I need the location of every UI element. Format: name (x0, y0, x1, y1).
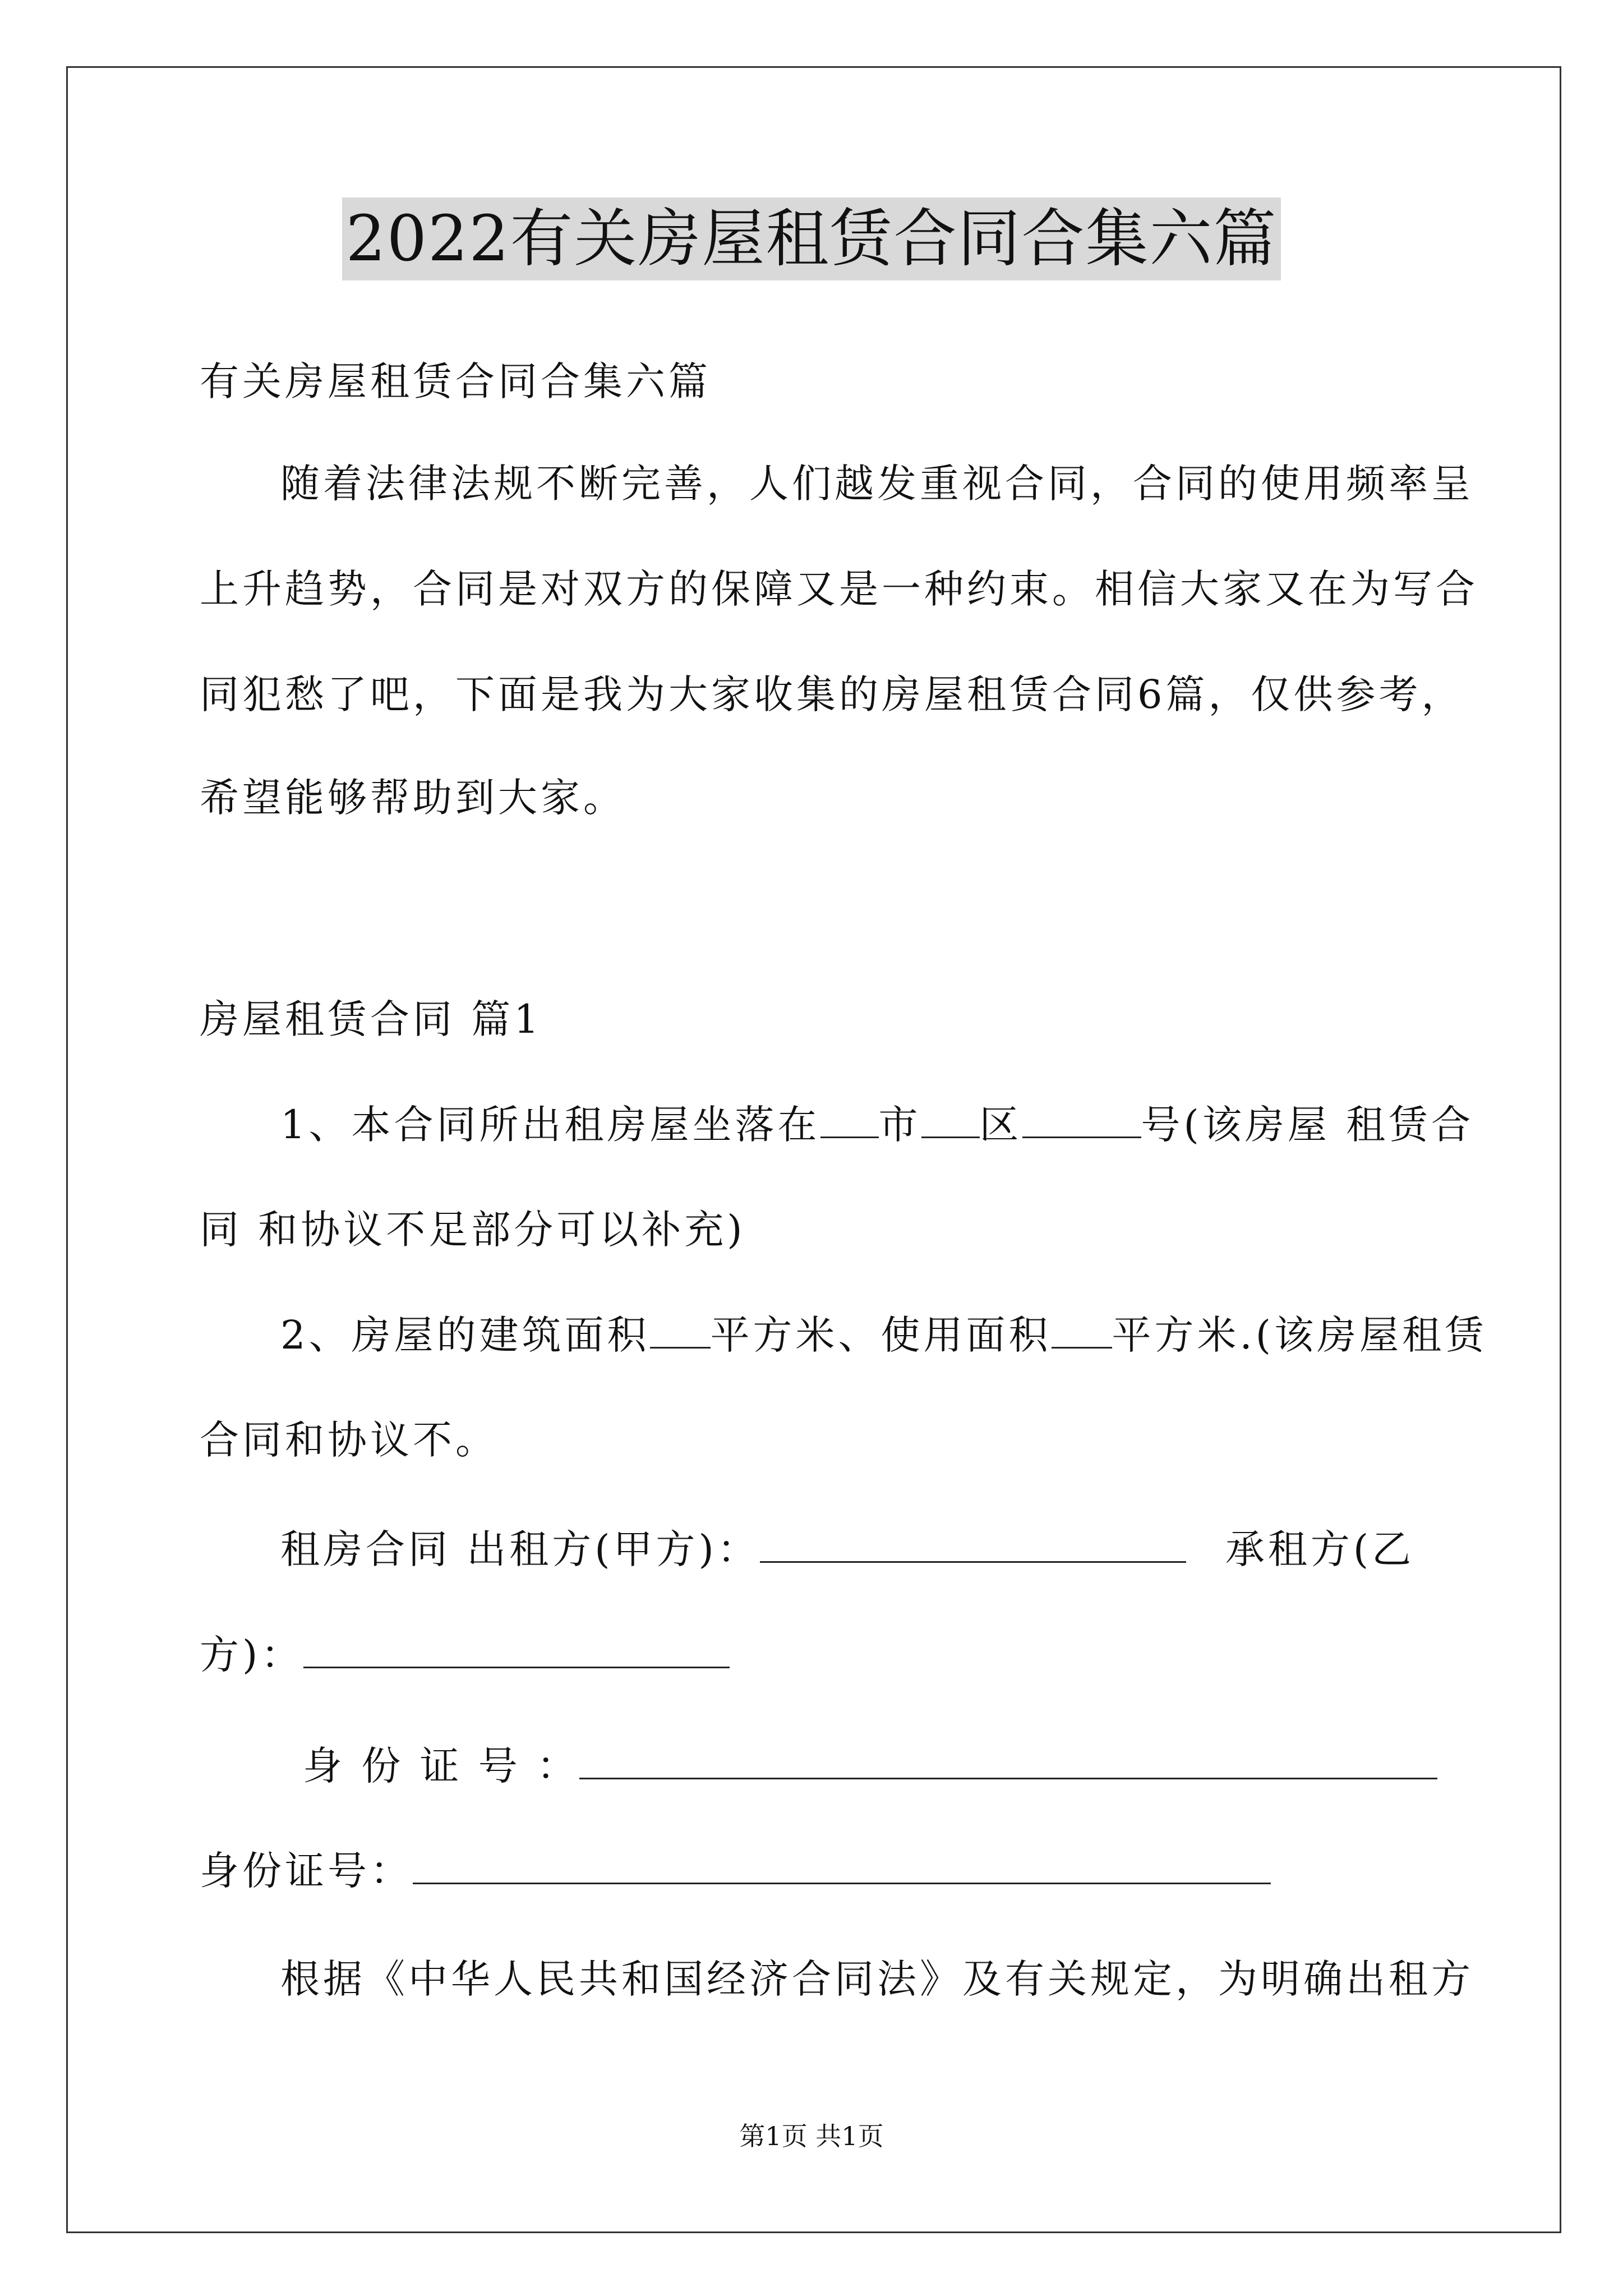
parties-line-1 (280, 1521, 1428, 1577)
clause-1-line-2: 同 和协议不足部分可以补充) (200, 1207, 746, 1253)
section-heading: 房屋租赁合同 篇1 (200, 996, 542, 1042)
parties-text-a: 租房合同 出租方(甲方)： (280, 1526, 760, 1572)
intro-line-3: 同犯愁了吧，下面是我为大家收集的房屋租赁合同6篇，仅供参考， (200, 671, 1464, 717)
clause-1-text-d: 号(该房屋 租赁合 (1141, 1102, 1474, 1148)
lessee-id-blank[interactable] (413, 1848, 1271, 1884)
clause-2-text-c: 平方米.(该房屋租赁 (1112, 1312, 1488, 1358)
clause-2-line-1 (280, 1307, 1488, 1363)
intro-line-2: 上升趋势，合同是对双方的保障又是一种约束。相信大家又在为写合 (200, 566, 1478, 612)
id-label-2: 身份证号： (200, 1848, 413, 1894)
id-line-1 (303, 1738, 1428, 1794)
clause-1-text-b: 市 (878, 1102, 921, 1148)
basis-line: 根据《中华人民共和国经济合同法》及有关规定，为明确出租方 (280, 1956, 1474, 2002)
intro-line-4: 希望能够帮助到大家。 (200, 775, 626, 821)
title-container (0, 197, 1623, 280)
document-subtitle: 有关房屋租赁合同合集六篇 (200, 358, 711, 404)
clause-1-text-a: 1、本合同所出租房屋坐落在 (280, 1102, 820, 1148)
parties-text-b: 承租方(乙 (1225, 1526, 1415, 1572)
building-area-blank[interactable] (650, 1312, 711, 1349)
number-blank[interactable] (1022, 1102, 1141, 1138)
id-line-2 (200, 1843, 1428, 1899)
lessor-name-blank[interactable] (760, 1526, 1186, 1563)
clause-2-text-a: 2、房屋的建筑面积 (280, 1312, 650, 1358)
clause-2-line-2: 合同和协议不。 (200, 1417, 498, 1463)
lessor-id-blank[interactable] (579, 1743, 1437, 1779)
lessee-name-blank[interactable] (303, 1632, 730, 1668)
page-footer: 第1页 共1页 (739, 2121, 884, 2151)
parties-line-2 (200, 1627, 1428, 1683)
clause-1-line-1 (280, 1097, 1474, 1153)
city-blank[interactable] (820, 1102, 879, 1138)
district-blank[interactable] (921, 1102, 980, 1138)
usable-area-blank[interactable] (1052, 1312, 1112, 1349)
id-label-1: 身 份 证 号 ： (303, 1743, 580, 1789)
clause-1-text-c: 区 (979, 1102, 1022, 1148)
intro-line-1: 随着法律法规不断完善，人们越发重视合同，合同的使用频率呈 (280, 461, 1474, 507)
clause-2-text-b: 平方米、使用面积 (710, 1312, 1052, 1358)
parties-text-c: 方)： (200, 1632, 304, 1678)
document-title: 2022有关房屋租赁合同合集六篇 (342, 197, 1280, 280)
